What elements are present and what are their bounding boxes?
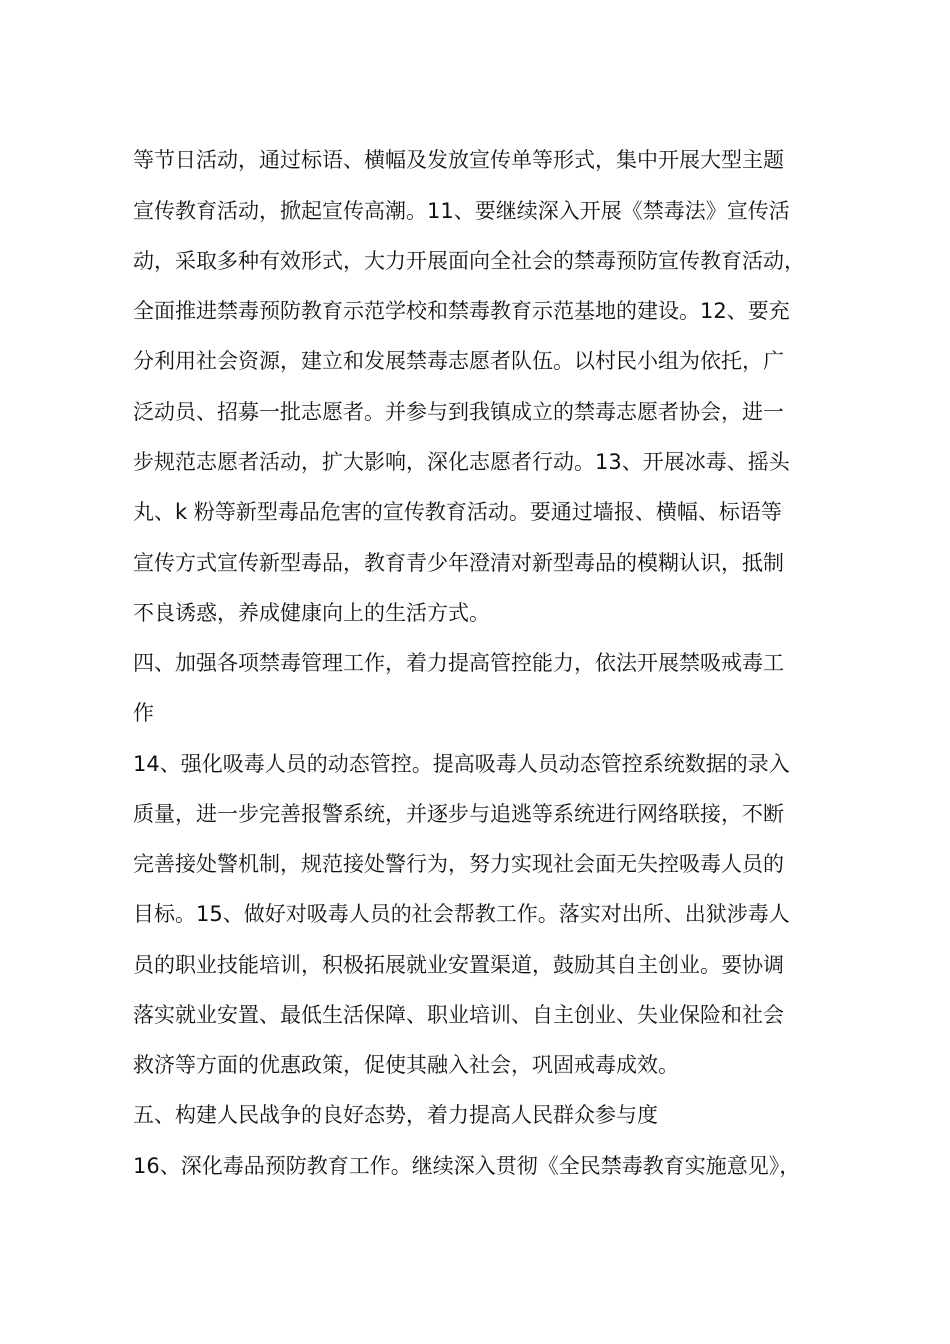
text-line: 分利用社会资源，建立和发展禁毒志愿者队伍。以村民小组为依托，广 (133, 349, 784, 373)
text-line: 泛动员、招募一批志愿者。并参与到我镇成立的禁毒志愿者协会，进一 (133, 400, 784, 424)
text-line: 不良诱惑，养成健康向上的生活方式。 (133, 601, 490, 625)
text-line: 质量，进一步完善报警系统，并逐步与追逃等系统进行网络联接，不断 (133, 802, 784, 826)
text-line: 救济等方面的优惠政策，促使其融入社会，巩固戒毒成效。 (133, 1053, 679, 1077)
text-line: 等节日活动，通过标语、横幅及发放宣传单等形式，集中开展大型主题 (133, 148, 784, 172)
text-line: 16、深化毒品预防教育工作。继续深入贯彻《全民禁毒教育实施意见》， (133, 1154, 801, 1178)
text-line: 落实就业安置、最低生活保障、职业培训、自主创业、失业保险和社会 (133, 1003, 784, 1027)
text-line: 丸、k 粉等新型毒品危害的宣传教育活动。要通过墙报、横幅、标语等 (133, 500, 782, 524)
section-heading: 五、构建人民战争的良好态势，着力提高人民群众参与度 (133, 1103, 658, 1127)
text-line: 宣传教育活动，掀起宣传高潮。11、要继续深入开展《禁毒法》宣传活 (133, 199, 790, 223)
text-line: 动，采取多种有效形式，大力开展面向全社会的禁毒预防宣传教育活动， (133, 249, 805, 273)
text-line: 全面推进禁毒预防教育示范学校和禁毒教育示范基地的建设。12、要充 (133, 299, 790, 323)
text-line: 14、强化吸毒人员的动态管控。提高吸毒人员动态管控系统数据的录入 (133, 752, 790, 776)
text-line: 目标。15、做好对吸毒人员的社会帮教工作。落实对出所、出狱涉毒人 (133, 902, 790, 926)
section-heading: 四、加强各项禁毒管理工作，着力提高管控能力，依法开展禁吸戒毒工 (133, 651, 784, 675)
text-line: 步规范志愿者活动，扩大影响，深化志愿者行动。13、开展冰毒、摇头 (133, 450, 790, 474)
text-line: 完善接处警机制，规范接处警行为，努力实现社会面无失控吸毒人员的 (133, 852, 784, 876)
text-line: 宣传方式宣传新型毒品，教育青少年澄清对新型毒品的模糊认识，抵制 (133, 551, 784, 575)
text-line: 员的职业技能培训，积极拓展就业安置渠道，鼓励其自主创业。要协调 (133, 953, 784, 977)
section-heading: 作 (133, 701, 154, 725)
